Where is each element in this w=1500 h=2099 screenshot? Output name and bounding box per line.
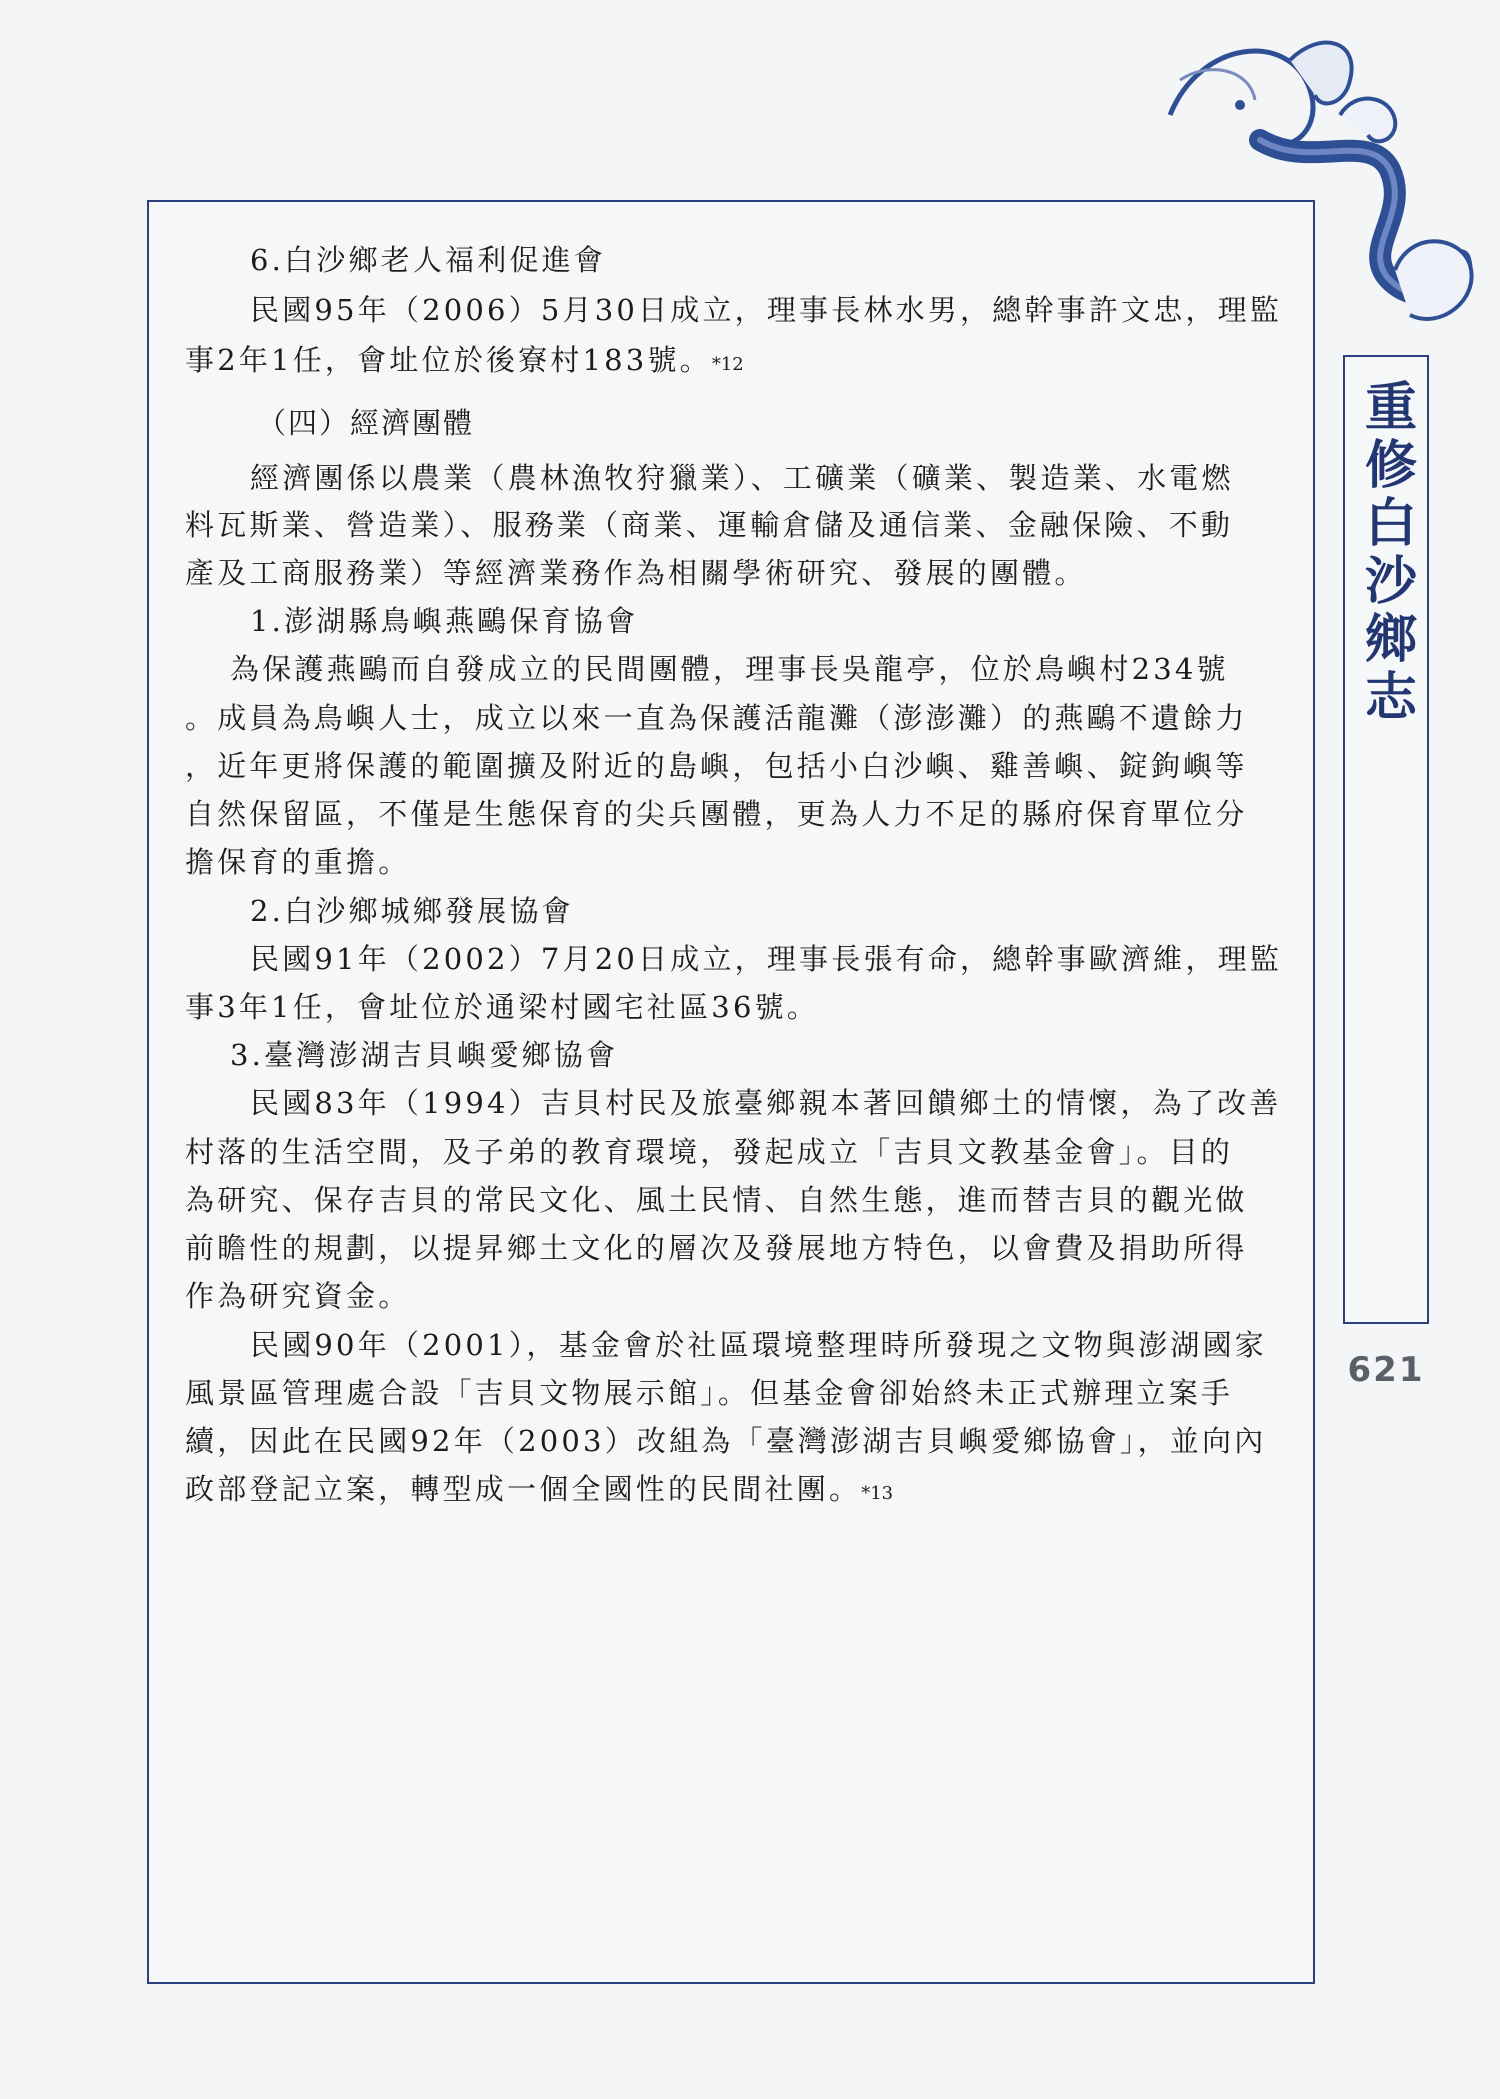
side-title-box	[1343, 355, 1429, 1324]
subheading-line: 6.白沙鄉老人福利促進會	[250, 243, 607, 277]
text-line: 村落的生活空間，及子弟的教育環境，發起成立「吉貝文教基金會」。目的	[185, 1135, 1234, 1169]
text-line: 為保護燕鷗而自發成立的民間團體，理事長吳龍亭，位於鳥嶼村234號	[230, 652, 1229, 686]
book-title: 重修白沙鄉志	[1355, 379, 1416, 727]
text-line: 政部登記立案，轉型成一個全國性的民間社團。*13	[185, 1472, 894, 1506]
text-line: 料瓦斯業、營造業）、服務業（商業、運輸倉儲及通信業、金融保險、不動	[185, 508, 1234, 542]
text-line: 作為研究資金。	[185, 1279, 411, 1313]
footnote-ref: *12	[711, 354, 744, 375]
page-number: 621	[1347, 1350, 1425, 1390]
text-line: 自然保留區，不僅是生態保育的尖兵團體，更為人力不足的縣府保育單位分	[185, 797, 1248, 831]
subheading-line: 3.臺灣澎湖吉貝嶼愛鄉協會	[230, 1038, 619, 1072]
text-line: 民國90年（2001），基金會於社區環境整理時所發現之文物與澎湖國家	[250, 1328, 1268, 1362]
text-line: ，近年更將保護的範圍擴及附近的島嶼，包括小白沙嶼、雞善嶼、錠鉤嶼等	[185, 749, 1248, 783]
footnote-ref: *13	[861, 1483, 894, 1504]
subheading-line: 2.白沙鄉城鄉發展協會	[250, 894, 574, 928]
text-line: 民國95年（2006）5月30日成立，理事長林水男，總幹事許文忠，理監	[250, 293, 1283, 327]
text-line: 擔保育的重擔。	[185, 845, 411, 879]
text-line: 經濟團係以農業（農林漁牧狩獵業）、工礦業（礦業、製造業、水電燃	[250, 461, 1234, 495]
section-heading: （四）經濟團體	[257, 406, 475, 440]
text-line: 民國83年（1994）吉貝村民及旅臺鄉親本著回饋鄉土的情懷，為了改善	[250, 1086, 1282, 1120]
text-line: 前瞻性的規劃，以提昇鄉土文化的層次及發展地方特色，以會費及捐助所得	[185, 1231, 1248, 1265]
text-line: 風景區管理處合設「吉貝文物展示館」。但基金會卻始終未正式辦理立案手	[185, 1376, 1234, 1410]
text-line: 。成員為鳥嶼人士，成立以來一直為保護活龍灘（澎澎灘）的燕鷗不遺餘力	[185, 701, 1248, 735]
subheading-line: 1.澎湖縣鳥嶼燕鷗保育協會	[250, 604, 639, 638]
text-line: 產及工商服務業）等經濟業務作為相關學術研究、發展的團體。	[185, 556, 1087, 590]
text-line: 民國91年（2002）7月20日成立，理事長張有命，總幹事歐濟維，理監	[250, 942, 1283, 976]
text-line: 事3年1任，會址位於通梁村國宅社區36號。	[185, 990, 820, 1024]
text-line: 續，因此在民國92年（2003）改組為「臺灣澎湖吉貝嶼愛鄉協會」，並向內	[185, 1424, 1267, 1458]
text-line: 事2年1任，會址位於後寮村183號。*12	[185, 343, 744, 377]
text-line: 為研究、保存吉貝的常民文化、風土民情、自然生態，進而替吉貝的觀光做	[185, 1183, 1248, 1217]
